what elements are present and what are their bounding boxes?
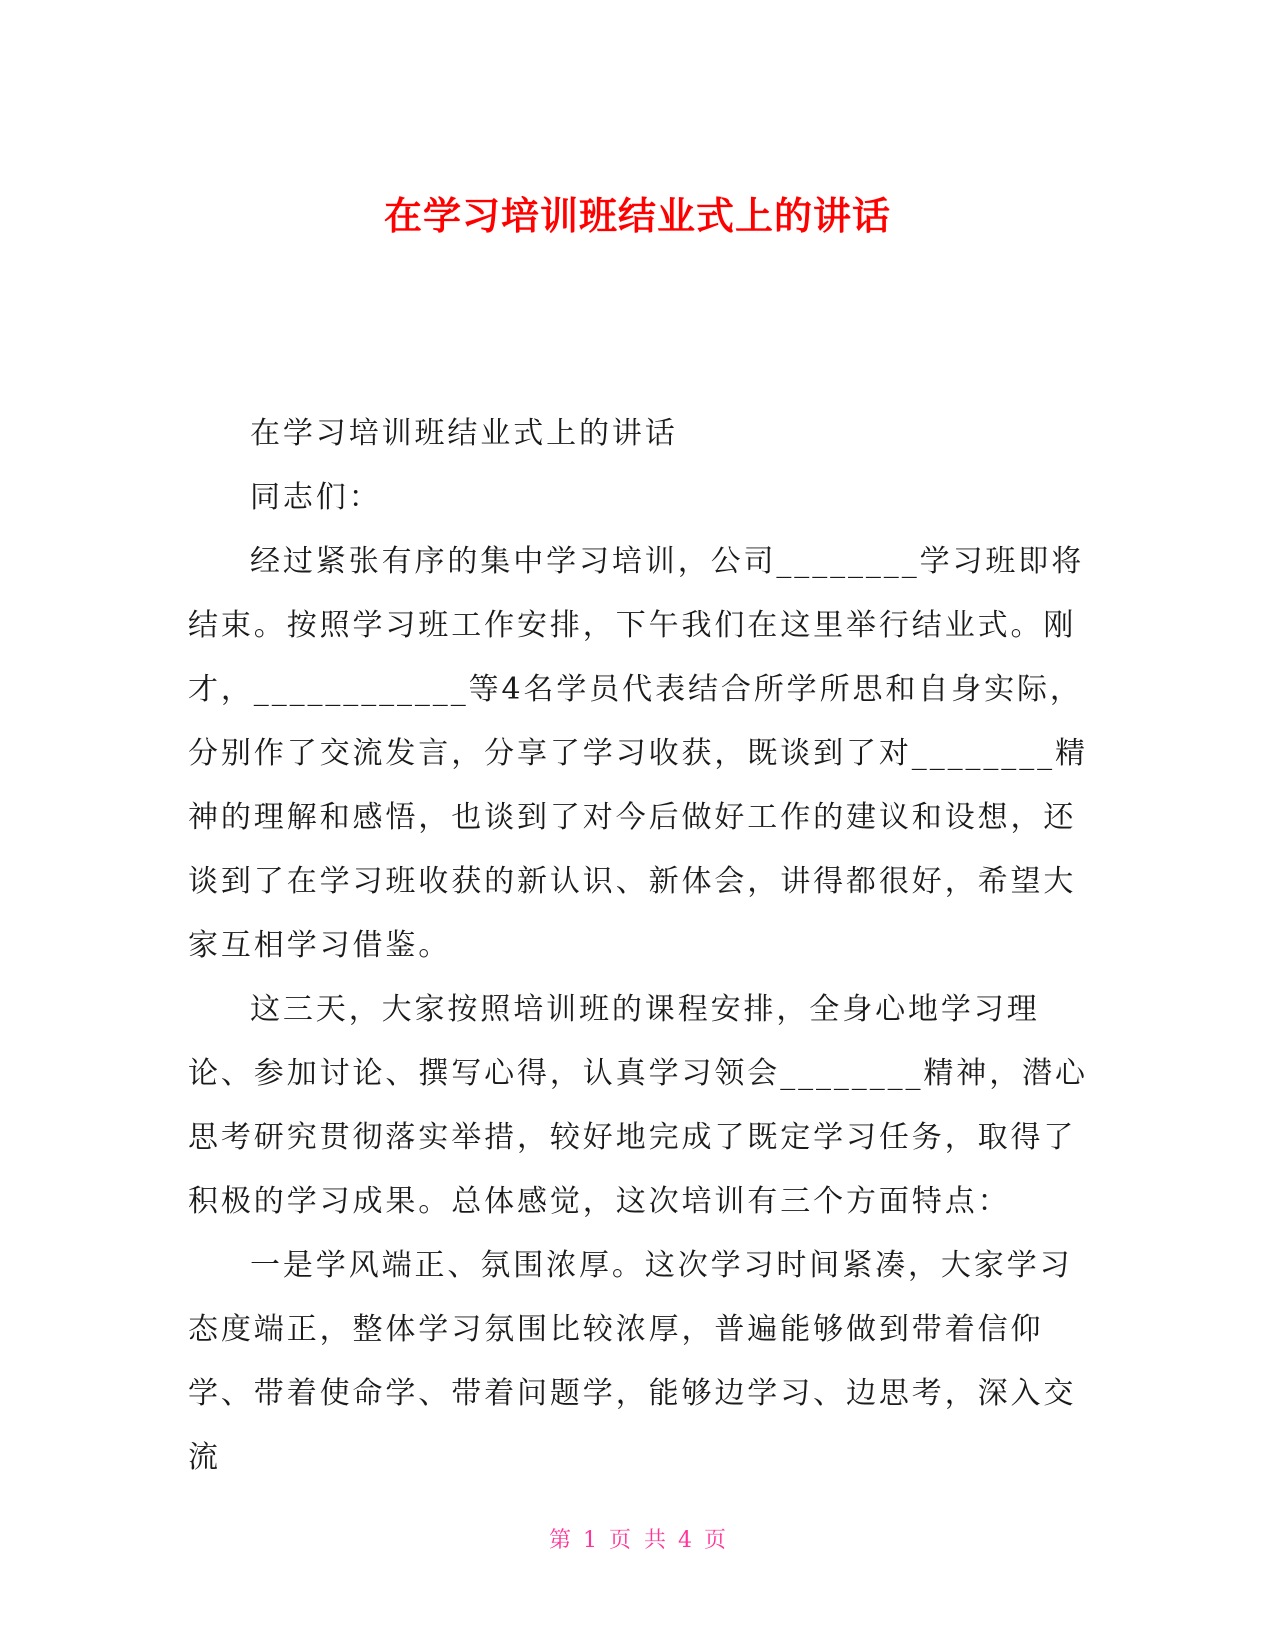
paragraph-3: 一是学风端正、氛围浓厚。这次学习时间紧凑，大家学习态度端正，整体学习氛围比较浓厚，普遍能够做到带着信仰学、带着使命学、带着问题学，能够边学习、边思考，深入交流	[188, 1248, 1077, 1475]
footer-middle: 页 共	[609, 1528, 666, 1553]
footer-prefix: 第	[548, 1528, 571, 1553]
footer-suffix: 页	[704, 1528, 727, 1553]
footer-current-page: 1	[583, 1528, 597, 1553]
paragraph-salutation: 同志们：	[250, 480, 382, 515]
paragraph-2: 这三天，大家按照培训班的课程安排，全身心地学习理论、参加讨论、撰写心得，认真学习领会________精神，潜心思考研究贯彻落实举措，较好地完成了既定学习任务，取得了积极的学习成果。总体感觉，这次培训有三个方面特点：	[188, 992, 1088, 1219]
paragraph-1: 经过紧张有序的集中学习培训，公司________学习班即将结束。按照学习班工作安排，下午我们在这里举行结业式。刚才，____________等4名学员代表结合所学所思和自身实际，分别作了交流发言，分享了学习收获，既谈到了对________精神的理解和感悟，也谈到了对今后做好工作的建议和设想，还谈到了在学习班收获的新认识、新体会，讲得都很好，希望大家互相学习借鉴。	[188, 544, 1088, 963]
document-title: 在学习培训班结业式上的讲话	[383, 194, 891, 239]
page-footer	[0, 1527, 1275, 1555]
footer-total-pages: 4	[678, 1528, 692, 1553]
document-body	[188, 402, 1088, 1490]
paragraph-heading: 在学习培训班结业式上的讲话	[250, 416, 678, 451]
